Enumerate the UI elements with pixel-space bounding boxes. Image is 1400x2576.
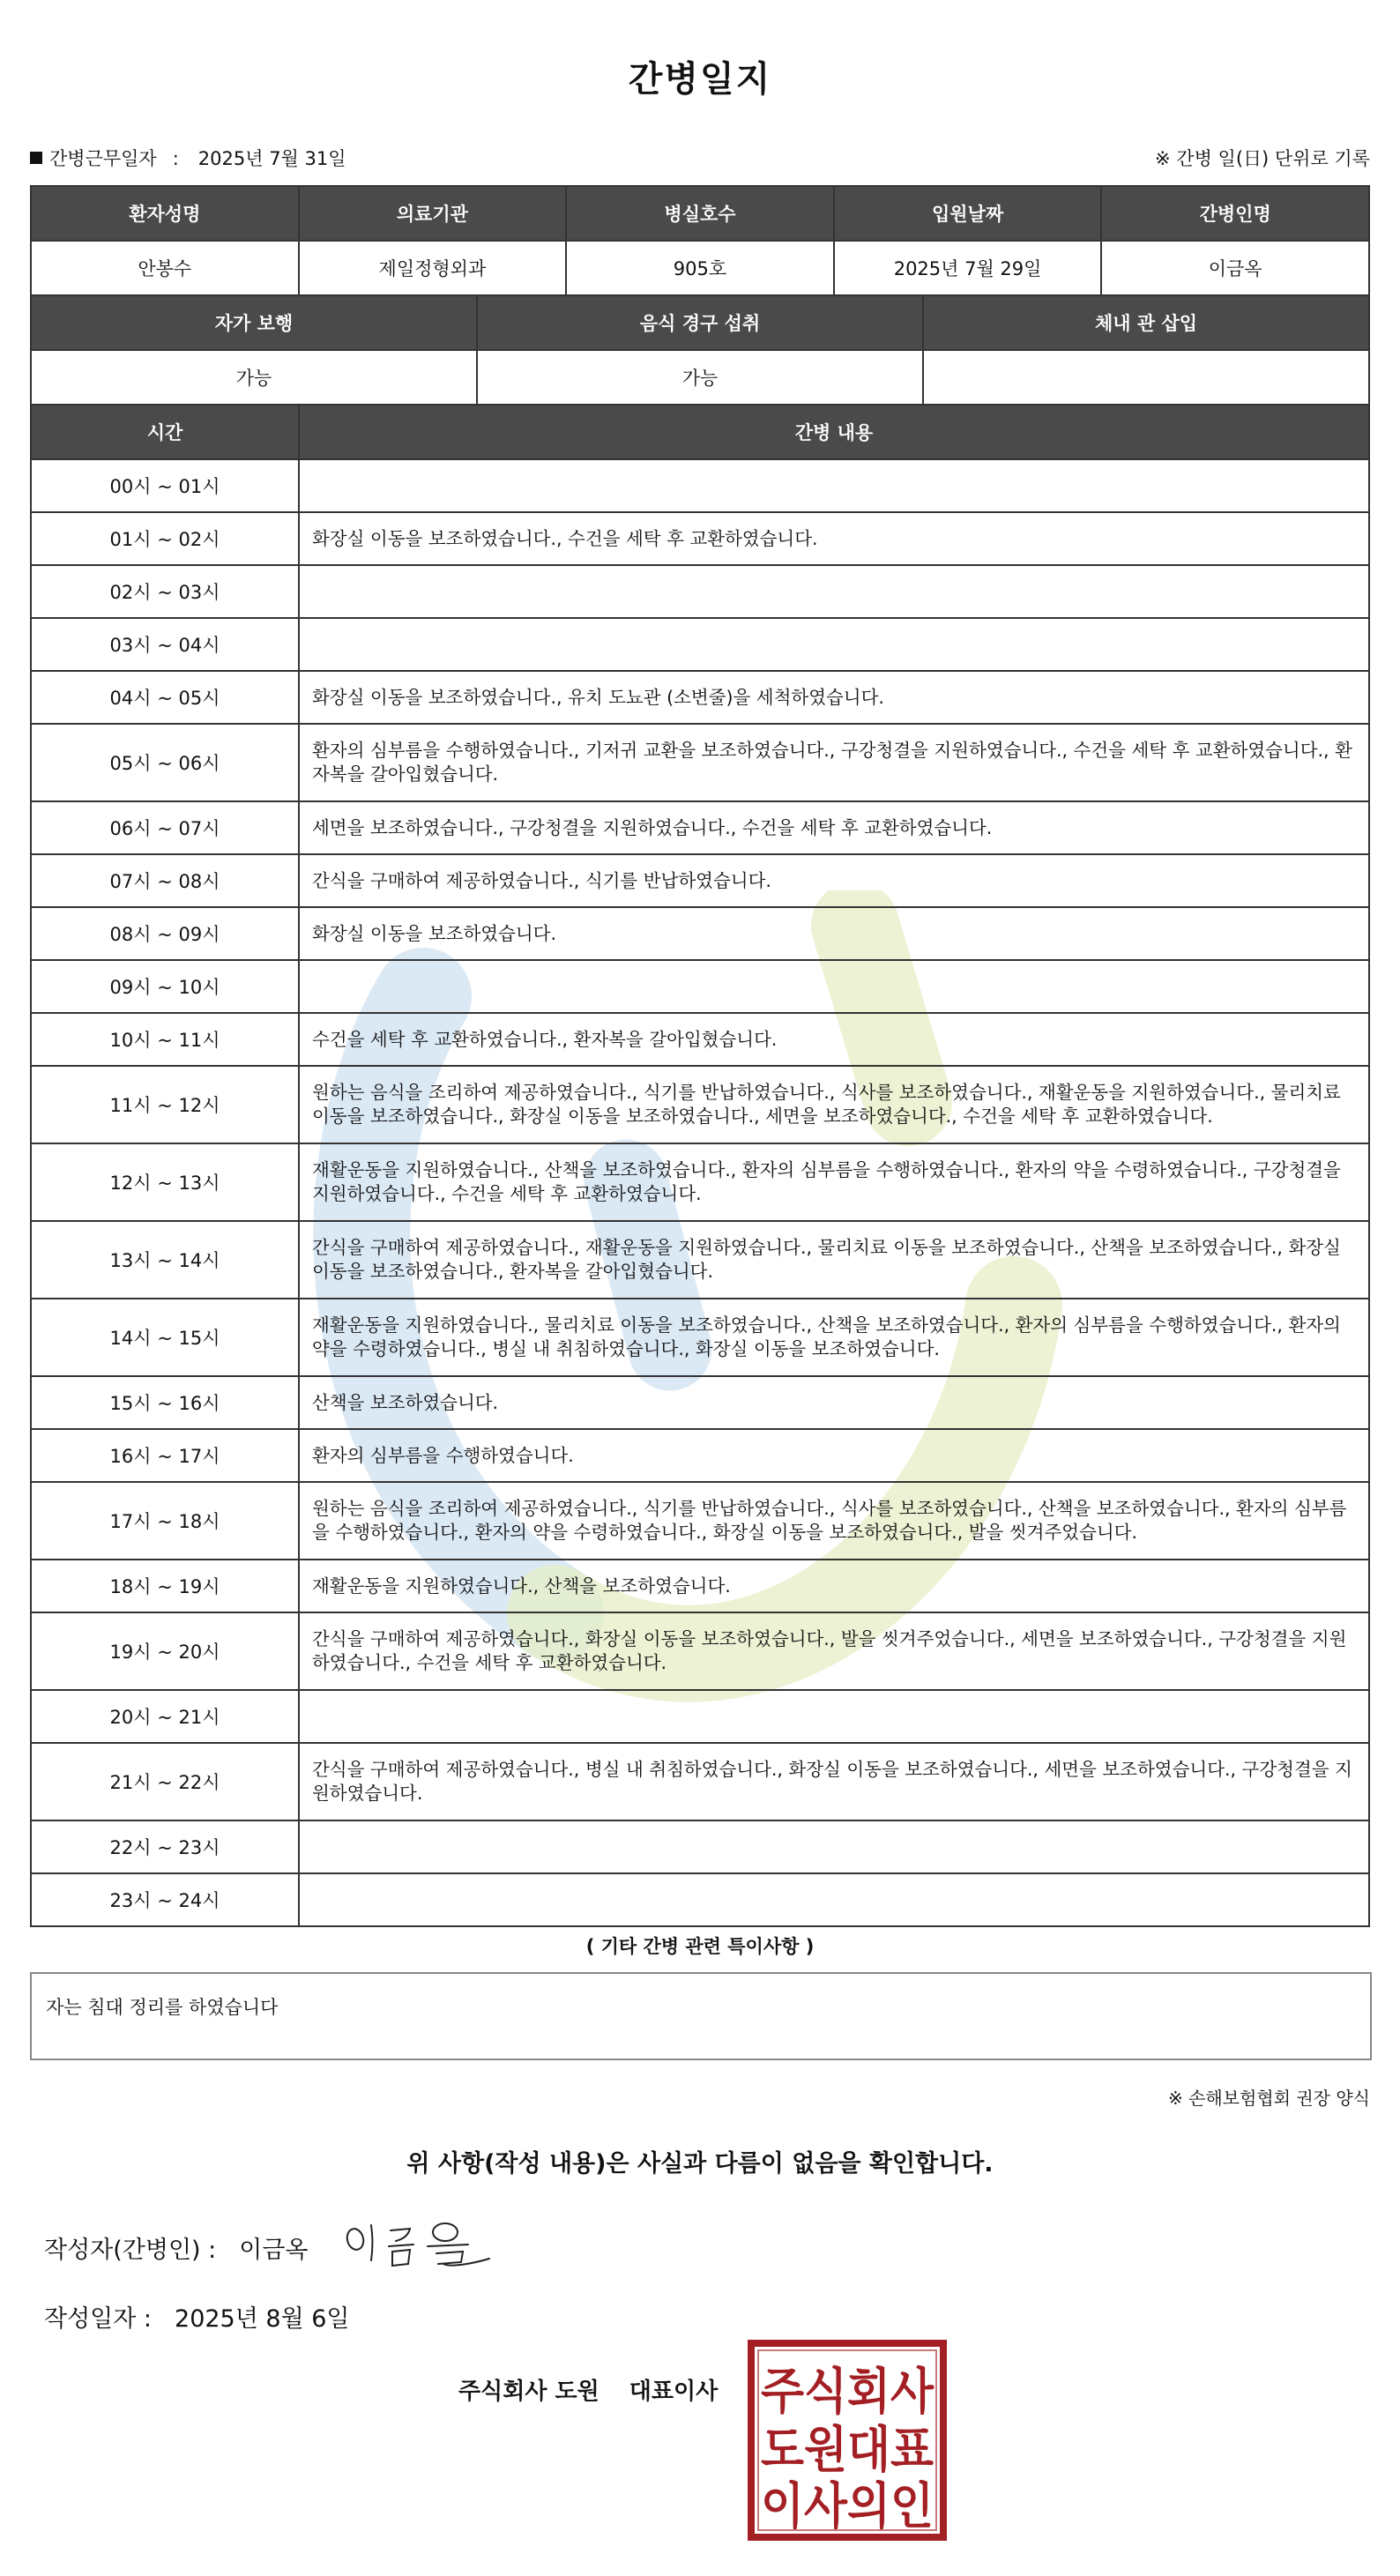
- table-row: [31, 1376, 1369, 1429]
- time-slot: 01시 ~ 02시: [31, 512, 299, 565]
- tube-insertion-value: [923, 350, 1369, 405]
- table-row: [31, 1690, 1369, 1743]
- table-row: [31, 671, 1369, 724]
- header-time: 시간: [31, 405, 299, 459]
- header-tube-insertion: 체내 관 삽입: [923, 295, 1369, 350]
- time-slot: 22시 ~ 23시: [31, 1820, 299, 1873]
- table-row: [31, 1221, 1369, 1299]
- table-row: [31, 565, 1369, 618]
- svg-text:도원대표: 도원대표: [761, 2422, 934, 2479]
- care-content: 원하는 음식을 조리하여 제공하였습니다., 식기를 반납하였습니다., 식사를 보조하였습니다., 재활운동을 지원하였습니다., 물리치료 이동을 보조하였습니다., 화장실 이동을 보조하였습니다., 세면을 보조하였습니다., 수건을 세탁 후 교환하였습니다.: [299, 1066, 1369, 1143]
- handwritten-signature: [339, 2213, 498, 2274]
- care-content: [299, 1873, 1369, 1926]
- time-slot: 12시 ~ 13시: [31, 1143, 299, 1221]
- oral-intake-value: 가능: [477, 350, 923, 405]
- bullet-square-icon: [30, 152, 42, 164]
- room-number: 905호: [566, 241, 834, 295]
- time-slot: 09시 ~ 10시: [31, 960, 299, 1013]
- time-slot: 10시 ~ 11시: [31, 1013, 299, 1066]
- patient-info-table: [30, 185, 1370, 296]
- care-content: 재활운동을 지원하였습니다., 산책을 보조하였습니다., 환자의 심부름을 수행하였습니다., 환자의 약을 수령하였습니다., 구강청결을 지원하였습니다., 수건을 세탁 후 교환하였습니다.: [299, 1143, 1369, 1221]
- care-content: 수건을 세탁 후 교환하였습니다., 환자복을 갈아입혔습니다.: [299, 1013, 1369, 1066]
- table-row: [31, 618, 1369, 671]
- time-slot: 08시 ~ 09시: [31, 907, 299, 960]
- care-content: 재활운동을 지원하였습니다., 물리치료 이동을 보조하였습니다., 산책을 보조하였습니다., 환자의 심부름을 수행하였습니다., 환자의 약을 수령하였습니다., 병실 내 취침하였습니다., 화장실 이동을 보조하였습니다.: [299, 1299, 1369, 1376]
- patient-status-table: [30, 294, 1370, 406]
- time-slot: 18시 ~ 19시: [31, 1560, 299, 1612]
- care-content: 원하는 음식을 조리하여 제공하였습니다., 식기를 반납하였습니다., 식사를 보조하였습니다., 산책을 보조하였습니다., 환자의 심부름을 수행하였습니다., 환자의 약을 수령하였습니다., 화장실 이동을 보조하였습니다., 발을 씻겨주었습니다.: [299, 1482, 1369, 1560]
- table-row: [31, 1743, 1369, 1820]
- written-date-value: 2025년 8월 6일: [175, 2305, 350, 2333]
- header-self-walking: 자가 보행: [31, 295, 477, 350]
- care-log-table: [30, 404, 1370, 1927]
- header-care-content: 간병 내용: [299, 405, 1369, 459]
- care-content: [299, 459, 1369, 512]
- care-content: 환자의 심부름을 수행하였습니다.: [299, 1429, 1369, 1482]
- header-patient-name: 환자성명: [31, 186, 299, 241]
- time-slot: 03시 ~ 04시: [31, 618, 299, 671]
- care-content: 화장실 이동을 보조하였습니다., 유치 도뇨관 (소변줄)을 세척하였습니다.: [299, 671, 1369, 724]
- work-date-value: 2025년 7월 31일: [197, 148, 346, 169]
- table-row: [31, 1560, 1369, 1612]
- caregiver-name: 이금옥: [1101, 241, 1369, 295]
- company-seal-stamp: [746, 2338, 949, 2542]
- written-date-label: 작성일자 :: [44, 2305, 153, 2333]
- table-row: [31, 854, 1369, 907]
- care-content: 재활운동을 지원하였습니다., 산책을 보조하였습니다.: [299, 1560, 1369, 1612]
- table-row: [31, 1820, 1369, 1873]
- notes-box: [30, 1972, 1372, 2060]
- header-hospital: 의료기관: [299, 186, 567, 241]
- header-caregiver-name: 간병인명: [1101, 186, 1369, 241]
- author-label: 작성자(간병인) :: [44, 2237, 217, 2264]
- time-slot: 00시 ~ 01시: [31, 459, 299, 512]
- care-content: [299, 1820, 1369, 1873]
- self-walking-value: 가능: [31, 350, 477, 405]
- time-slot: 06시 ~ 07시: [31, 801, 299, 854]
- work-date-colon: :: [172, 148, 179, 169]
- time-slot: 23시 ~ 24시: [31, 1873, 299, 1926]
- document-title: 간병일지: [628, 59, 772, 100]
- care-content: [299, 1690, 1369, 1743]
- table-row: [31, 1482, 1369, 1560]
- table-row: [31, 801, 1369, 854]
- header-admission-date: 입원날짜: [834, 186, 1102, 241]
- time-slot: 04시 ~ 05시: [31, 671, 299, 724]
- author-name: 이금옥: [239, 2237, 309, 2264]
- time-slot: 17시 ~ 18시: [31, 1482, 299, 1560]
- time-slot: 15시 ~ 16시: [31, 1376, 299, 1429]
- care-content: 간식을 구매하여 제공하였습니다., 화장실 이동을 보조하였습니다., 발을 씻겨주었습니다., 세면을 보조하였습니다., 구강청결을 지원하였습니다., 수건을 세탁 후 교환하였습니다.: [299, 1612, 1369, 1690]
- author-line: [44, 2230, 309, 2265]
- notes-title: ( 기타 간병 관련 특이사항 ): [585, 1936, 815, 1957]
- work-date-label: 간병근무일자: [49, 148, 157, 169]
- work-date-line: [30, 145, 346, 171]
- form-source-note: ※ 손해보험협회 권장 양식: [1167, 2088, 1370, 2109]
- hospital-name: 제일정형외과: [299, 241, 567, 295]
- table-row: [31, 1612, 1369, 1690]
- care-content: 세면을 보조하였습니다., 구강청결을 지원하였습니다., 수건을 세탁 후 교환하였습니다.: [299, 801, 1369, 854]
- care-content: 화장실 이동을 보조하였습니다., 수건을 세탁 후 교환하였습니다.: [299, 512, 1369, 565]
- table-row: [31, 724, 1369, 801]
- company-name: 주식회사 도원: [458, 2379, 599, 2405]
- table-row: [31, 459, 1369, 512]
- time-slot: 07시 ~ 08시: [31, 854, 299, 907]
- ceo-title: 대표이사: [629, 2379, 719, 2405]
- notes-text: 자는 침대 정리를 하였습니다: [46, 1997, 279, 2018]
- table-row: [31, 960, 1369, 1013]
- confirmation-statement: 위 사항(작성 내용)은 사실과 다름이 없음을 확인합니다.: [406, 2150, 994, 2178]
- care-content: [299, 565, 1369, 618]
- patient-name: 안봉수: [31, 241, 299, 295]
- time-slot: 05시 ~ 06시: [31, 724, 299, 801]
- care-content: [299, 960, 1369, 1013]
- time-slot: 11시 ~ 12시: [31, 1066, 299, 1143]
- care-content: 화장실 이동을 보조하였습니다.: [299, 907, 1369, 960]
- time-slot: 13시 ~ 14시: [31, 1221, 299, 1299]
- admission-date: 2025년 7월 29일: [834, 241, 1102, 295]
- table-row: [31, 1143, 1369, 1221]
- record-unit-note: ※ 간병 일(日) 단위로 기록: [1155, 148, 1370, 169]
- care-content: 간식을 구매하여 제공하였습니다., 재활운동을 지원하였습니다., 물리치료 이동을 보조하였습니다., 산책을 보조하였습니다., 화장실 이동을 보조하였습니다., 환자복을 갈아입혔습니다.: [299, 1221, 1369, 1299]
- table-row: [31, 1299, 1369, 1376]
- table-row: [31, 1873, 1369, 1926]
- time-slot: 02시 ~ 03시: [31, 565, 299, 618]
- time-slot: 16시 ~ 17시: [31, 1429, 299, 1482]
- time-slot: 20시 ~ 21시: [31, 1690, 299, 1743]
- header-oral-intake: 음식 경구 섭취: [477, 295, 923, 350]
- care-content: [299, 618, 1369, 671]
- svg-text:이사의인: 이사의인: [761, 2478, 934, 2535]
- time-slot: 19시 ~ 20시: [31, 1612, 299, 1690]
- table-row: [31, 1429, 1369, 1482]
- care-content: 환자의 심부름을 수행하였습니다., 기저귀 교환을 보조하였습니다., 구강청결을 지원하였습니다., 수건을 세탁 후 교환하였습니다., 환자복을 갈아입혔습니다.: [299, 724, 1369, 801]
- care-content: 산책을 보조하였습니다.: [299, 1376, 1369, 1429]
- time-slot: 21시 ~ 22시: [31, 1743, 299, 1820]
- care-content: 간식을 구매하여 제공하였습니다., 식기를 반납하였습니다.: [299, 854, 1369, 907]
- svg-text:주식회사: 주식회사: [761, 2364, 935, 2421]
- table-row: [31, 512, 1369, 565]
- table-row: [31, 1066, 1369, 1143]
- table-row: [31, 907, 1369, 960]
- header-room: 병실호수: [566, 186, 834, 241]
- company-line: [458, 2373, 718, 2406]
- written-date-line: [44, 2299, 350, 2334]
- time-slot: 14시 ~ 15시: [31, 1299, 299, 1376]
- care-content: 간식을 구매하여 제공하였습니다., 병실 내 취침하였습니다., 화장실 이동을 보조하였습니다., 세면을 보조하였습니다., 구강청결을 지원하였습니다.: [299, 1743, 1369, 1820]
- table-row: [31, 1013, 1369, 1066]
